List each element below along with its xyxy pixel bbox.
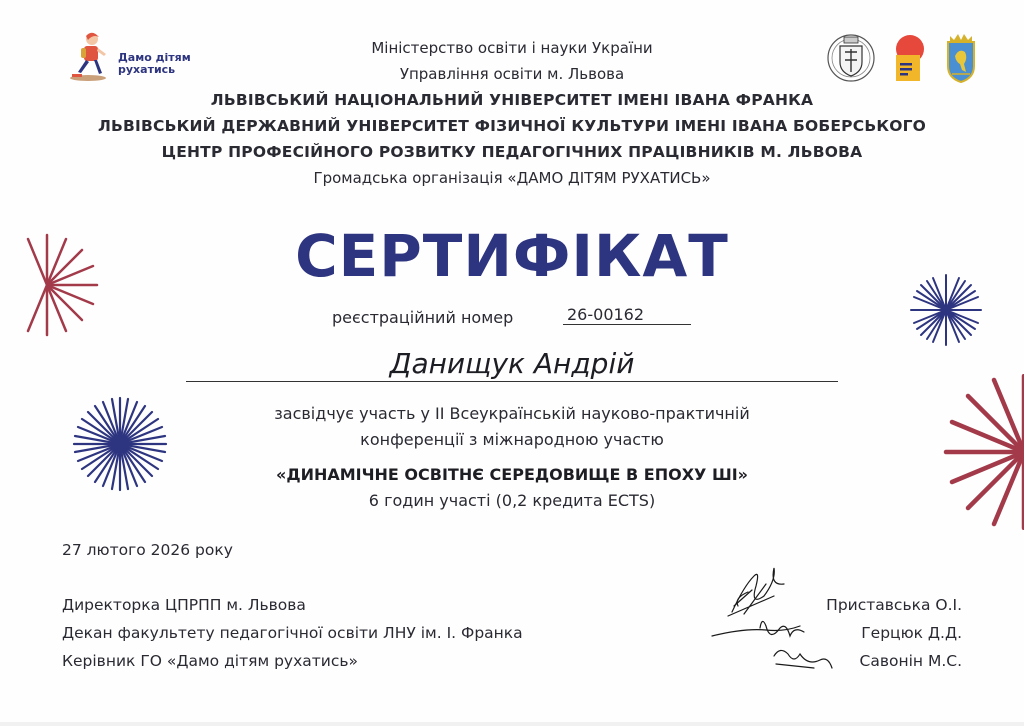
conference-title: «ДИНАМІЧНЕ ОСВІТНЄ СЕРЕДОВИЩЕ В ЕПОХУ ШІ» xyxy=(275,465,748,484)
recipient-underline xyxy=(186,381,838,382)
certificate-title: СЕРТИФІКАТ xyxy=(295,222,729,290)
red-burst-right-decoration xyxy=(938,374,1024,530)
registration-label: реєстраційний номер xyxy=(332,308,514,327)
registration-number: 26-00162 xyxy=(563,305,691,325)
page-bottom-edge xyxy=(0,722,1024,726)
recipient-name: Данищук Андрій xyxy=(389,347,635,380)
signatory-name-2: Герцюк Д.Д. xyxy=(861,624,962,642)
department-line: Управління освіти м. Львова xyxy=(399,65,625,83)
logo-line-2: рухатись xyxy=(118,63,176,76)
navy-burst-right-decoration xyxy=(908,272,984,348)
ngo-line: Громадська організація «ДАМО ДІТЯМ РУХАТИСЬ» xyxy=(313,169,711,187)
issue-date: 27 лютого 2026 року xyxy=(62,541,233,559)
handwritten-signature xyxy=(704,556,834,684)
logo-line-1: Дамо дітям xyxy=(118,51,191,64)
signatory-role-2: Декан факультету педагогічної освіти ЛНУ ім. І. Франка xyxy=(62,624,523,642)
signatory-name-3: Савонін М.С. xyxy=(859,652,962,670)
participation-line-1: засвідчує участь у ІІ Всеукраїнській науково-практичній xyxy=(274,404,750,423)
signatory-role-3: Керівник ГО «Дамо дітям рухатись» xyxy=(62,652,359,670)
signatory-role-1: Директорка ЦПРПП м. Львова xyxy=(62,596,306,614)
center-line: ЦЕНТР ПРОФЕСІЙНОГО РОЗВИТКУ ПЕДАГОГІЧНИХ ПРАЦІВНИКІВ М. ЛЬВОВА xyxy=(161,143,863,161)
navy-burst-left-decoration xyxy=(70,394,170,494)
sports-university-line: ЛЬВІВСЬКИЙ ДЕРЖАВНИЙ УНІВЕРСИТЕТ ФІЗИЧНОЇ КУЛЬТУРИ ІМЕНІ ІВАНА БОБЕРСЬКОГО xyxy=(97,117,927,135)
hours-line: 6 годин участі (0,2 кредита ECTS) xyxy=(368,491,656,510)
participation-line-2: конференції з міжнародною участю xyxy=(360,430,664,449)
red-burst-left-decoration xyxy=(0,185,102,385)
ministry-line: Міністерство освіти і науки України xyxy=(371,39,653,57)
university-line: ЛЬВІВСЬКИЙ НАЦІОНАЛЬНИЙ УНІВЕРСИТЕТ ІМЕНІ ІВАНА ФРАНКА xyxy=(210,91,814,109)
signatory-name-1: Приставська О.І. xyxy=(826,596,962,614)
